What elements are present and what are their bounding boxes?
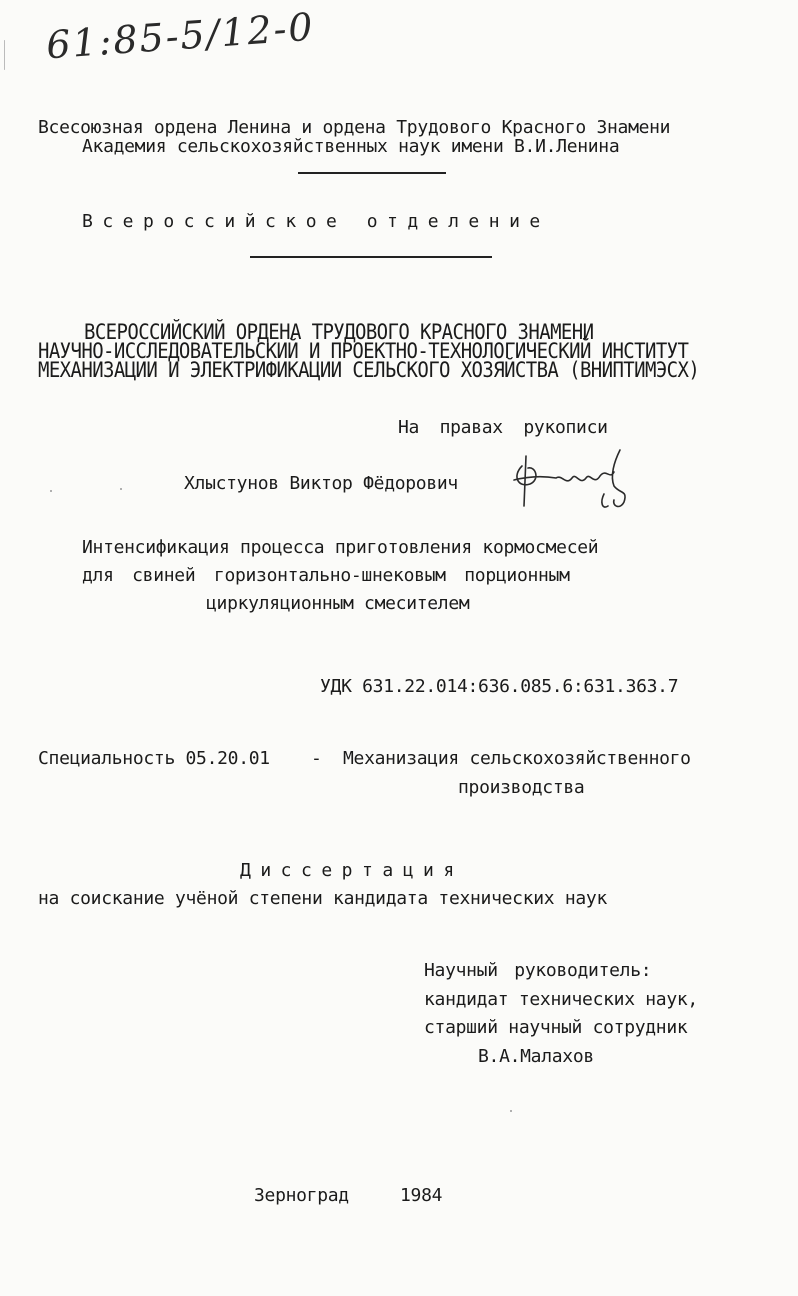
supervisor-name: В.А.Малахов bbox=[478, 1046, 594, 1067]
department-heading: Всероссийское отделение bbox=[82, 211, 550, 232]
work-type-heading: Диссертация bbox=[240, 860, 464, 881]
archive-code-handwritten: 61:85-5/12-0 bbox=[44, 4, 316, 68]
title-line-1: Интенсификация процесса приготовления кормосмесей bbox=[82, 537, 599, 558]
manuscript-rights: На правах рукописи bbox=[398, 417, 608, 438]
specialty-name-line-1: Механизация сельскохозяйственного bbox=[343, 748, 691, 769]
scan-edge-mark bbox=[4, 40, 5, 70]
divider-2 bbox=[250, 256, 492, 258]
institute-line-3: МЕХАНИЗАЦИИ И ЭЛЕКТРИФИКАЦИИ СЕЛЬСКОГО ХОЗЯЙСТВА (ВНИПТИМЭСХ) bbox=[38, 357, 700, 383]
supervisor-degree: кандидат технических наук, bbox=[424, 989, 698, 1010]
academy-line-2: Академия сельскохозяйственных наук имени В.И.Ленина bbox=[82, 136, 620, 157]
scan-speck bbox=[50, 490, 52, 492]
udc-code: УДК 631.22.014:636.085.6:631.363.7 bbox=[320, 676, 679, 697]
supervisor-position: старший научный сотрудник bbox=[424, 1017, 688, 1038]
specialty-code: Специальность 05.20.01 bbox=[38, 748, 270, 769]
academy-line-1: Всесоюзная ордена Ленина и ордена Трудового Красного Знамени bbox=[38, 117, 671, 138]
scan-speck bbox=[120, 488, 122, 490]
institute-line-1: ВСЕРОССИЙСКИЙ ОРДЕНА ТРУДОВОГО КРАСНОГО ЗНАМЕНИ bbox=[84, 319, 594, 345]
title-line-3: циркуляционным смесителем bbox=[206, 593, 470, 614]
specialty-dash: - bbox=[311, 748, 322, 769]
year: 1984 bbox=[400, 1185, 443, 1206]
author-name: Хлыстунов Виктор Фёдорович bbox=[184, 473, 458, 494]
city: Зерноград bbox=[254, 1185, 349, 1206]
title-line-2: для свиней горизонтально-шнековым порционным bbox=[82, 565, 570, 586]
divider-1 bbox=[298, 172, 446, 174]
supervisor-label: Научный руководитель: bbox=[424, 960, 652, 981]
specialty-name-line-2: производства bbox=[458, 777, 585, 798]
institute-line-2: НАУЧНО-ИССЛЕДОВАТЕЛЬСКИЙ И ПРОЕКТНО-ТЕХНОЛОГИЧЕСКИЙ ИНСТИТУТ bbox=[38, 338, 689, 364]
degree-line: на соискание учёной степени кандидата технических наук bbox=[38, 888, 607, 909]
author-signature bbox=[510, 446, 630, 516]
scan-speck bbox=[510, 1110, 512, 1112]
